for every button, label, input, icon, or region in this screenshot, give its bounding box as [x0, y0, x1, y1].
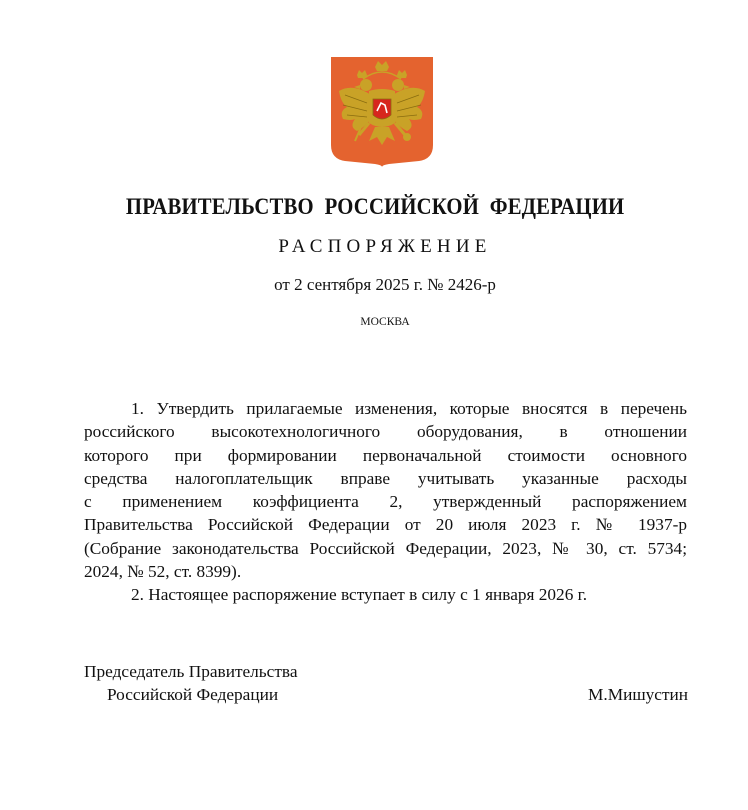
- body-line: 2. Настоящее распоряжение вступает в силу с 1 января 2026 г.: [131, 585, 588, 605]
- body-line: с применением коэффициента 2, утвержденный распоряжением: [84, 492, 687, 512]
- signatory-title: [84, 660, 298, 706]
- body-line: 2024, № 52, ст. 8399).: [84, 562, 242, 582]
- body-line: российского высокотехнологичного оборудования, в отношении: [84, 422, 687, 442]
- organization-title: [39, 194, 712, 220]
- org-word: ПРАВИТЕЛЬСТВО: [125, 194, 314, 219]
- org-word: РОССИЙСКОЙ: [324, 194, 480, 219]
- document-type: РАСПОРЯЖЕНИЕ: [278, 236, 492, 257]
- body-line: (Собрание законодательства Российской Федерации, 2023, № 30, ст. 5734;: [84, 538, 687, 558]
- org-word: ФЕДЕРАЦИИ: [489, 194, 625, 219]
- signatory-title-line: Российской Федерации: [107, 685, 279, 704]
- signatory-name: М.Мишустин: [588, 685, 688, 704]
- document-body: [84, 397, 687, 607]
- body-line: средства налогоплательщик вправе учитывать указанные расходы: [84, 468, 687, 488]
- document-date-number: от 2 сентября 2025 г. № 2426-р: [274, 275, 496, 294]
- body-line: Правительства Российской Федерации от 20 июля 2023 г. № 1937-р: [84, 515, 687, 535]
- document-city: МОСКВА: [360, 316, 410, 328]
- signatory-title-line: Председатель Правительства: [84, 662, 298, 681]
- body-line: которого при формировании первоначальной стоимости основного: [84, 445, 687, 465]
- body-line: 1. Утвердить прилагаемые изменения, которые вносятся в перечень: [131, 399, 687, 418]
- coat-of-arms-emblem: [331, 57, 433, 167]
